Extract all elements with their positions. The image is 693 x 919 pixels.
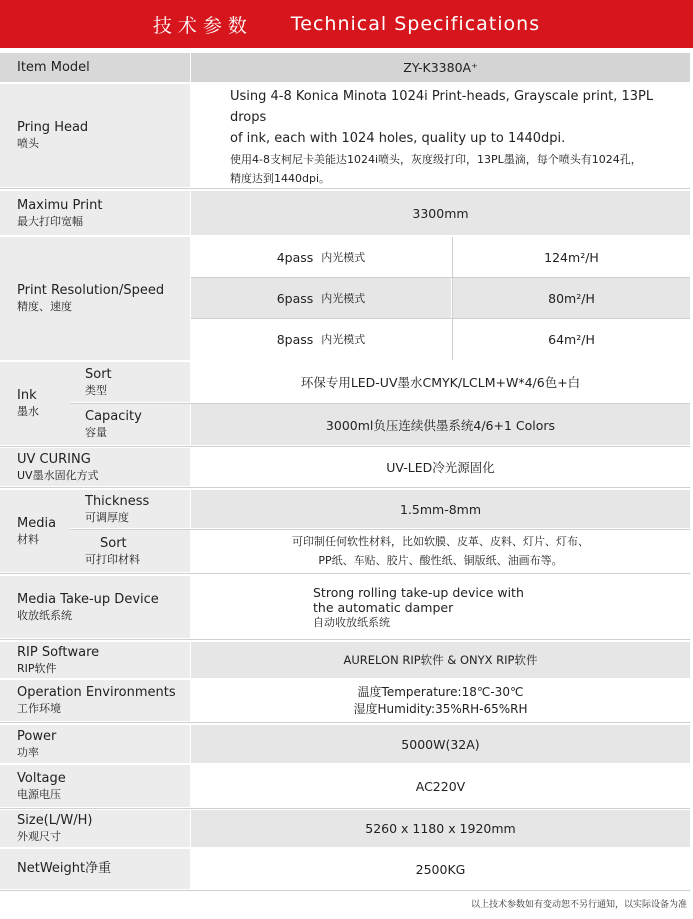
title-cn: 技术参数	[152, 14, 253, 37]
value-voltage: AC220V	[191, 765, 690, 807]
label-cn: 可调厚度	[85, 510, 129, 524]
label-cn: 喷头	[17, 137, 39, 150]
label-en: Maximu Print	[17, 197, 103, 213]
value-line: 湿度Humidity:35%RH-65%RH	[353, 701, 528, 716]
value-line: Strong rolling take-up device with	[313, 584, 524, 600]
value-line: of ink, each with 1024 holes, quality up to 1440dpi.	[230, 130, 566, 146]
label-item-model: Item Model	[0, 53, 190, 82]
label-voltage	[0, 765, 190, 807]
divider	[0, 573, 690, 574]
label-en: Power	[17, 728, 57, 744]
label-print-head	[0, 84, 190, 187]
label-cn: 容量	[85, 426, 107, 439]
col-divider	[452, 237, 453, 360]
label-max-print	[0, 191, 190, 235]
label-environment	[0, 680, 190, 721]
value-print-head	[191, 84, 690, 187]
row-uv-curing	[0, 448, 690, 486]
divider	[0, 890, 690, 891]
speed-4pass: 124m²/H	[453, 237, 690, 277]
row-rip	[0, 642, 690, 678]
row-ink	[0, 362, 690, 445]
value-max-print: 3300mm	[191, 191, 690, 235]
row-voltage	[0, 765, 690, 807]
label-cn: RIP软件	[17, 661, 57, 675]
row-takeup	[0, 576, 690, 638]
label-cn: 电源电压	[17, 787, 61, 801]
pass-label: 4pass	[276, 249, 314, 265]
label-weight: NetWeight净重	[0, 849, 190, 889]
value-ink-capacity: 3000ml负压连续供墨系统4/6+1 Colors	[191, 404, 690, 445]
label-ink	[0, 362, 70, 445]
label-media-thickness	[70, 490, 190, 528]
value-media-sort	[191, 530, 690, 572]
label-en: RIP Software	[17, 644, 100, 660]
label-cn: 功率	[17, 745, 39, 759]
footer-note: 以上技术参数如有变动恕不另行通知，以实际设备为准	[470, 900, 687, 910]
label-en: Pring Head	[17, 120, 89, 135]
speed-8pass: 64m²/H	[453, 319, 690, 360]
label-en: Sort	[100, 535, 127, 551]
mode-4pass	[191, 237, 451, 277]
label-cn: UV墨水固化方式	[17, 468, 99, 482]
header-banner	[0, 0, 693, 48]
value-ink-sort: 环保专用LED-UV墨水CMYK/LCLM+W*4/6色+白	[191, 362, 690, 402]
value-takeup	[191, 576, 690, 638]
label-cn: 最大打印宽幅	[17, 214, 83, 228]
row-max-print	[0, 191, 690, 235]
label-en: Size(L/W/H)	[17, 813, 93, 828]
value-line: 使用4-8支柯尼卡美能达1024i喷头，灰度级打印，13PL墨滴，每个喷头有1024孔，	[230, 152, 642, 166]
label-media-sort	[70, 530, 190, 572]
row-environment	[0, 680, 690, 721]
value-line: Using 4-8 Konica Minota 1024i Print-heads, Grayscale print, 13PL drops	[230, 88, 654, 125]
label-en: Operation Environments	[17, 685, 176, 700]
divider	[0, 446, 690, 447]
divider	[0, 487, 690, 488]
label-en: Print Resolution/Speed	[17, 283, 165, 298]
mode-label: 内光模式	[321, 291, 366, 305]
label-cn: 墨水	[17, 405, 39, 418]
label-ink-capacity	[70, 404, 190, 445]
value-uv-curing: UV-LED冷光源固化	[191, 448, 690, 486]
divider	[0, 808, 690, 809]
label-en: UV CURING	[17, 451, 91, 467]
mode-6pass	[191, 278, 451, 318]
label-ink-sort	[70, 362, 190, 402]
label-en: Voltage	[17, 770, 66, 786]
pass-label: 6pass	[276, 290, 314, 306]
value-line: PP纸、车贴、胶片、酸性纸、铜版纸、油画布等。	[318, 554, 563, 567]
value-line: 可印制任何软性材料，比如软膜、皮革、皮料、灯片、灯布、	[292, 535, 589, 548]
divider	[191, 277, 690, 278]
label-uv-curing	[0, 448, 190, 486]
row-power	[0, 725, 690, 763]
mode-label: 内光模式	[321, 333, 366, 346]
label-media	[0, 490, 70, 572]
label-en: Thickness	[85, 493, 150, 509]
label-power	[0, 725, 190, 763]
row-size	[0, 810, 690, 847]
label-takeup	[0, 576, 190, 638]
label-en: Media Take-up Device	[17, 591, 159, 607]
title-en: Technical Specifications	[290, 13, 541, 35]
row-item-model	[0, 53, 690, 82]
divider	[70, 403, 690, 404]
divider	[0, 188, 690, 189]
label-cn: 外观尺寸	[17, 830, 61, 843]
value-line: 精度达到1440dpi。	[230, 171, 331, 185]
label-en: Sort	[85, 366, 112, 382]
label-cn: 精度、速度	[17, 300, 72, 313]
mode-8pass	[191, 319, 451, 360]
value-line: 自动收放纸系统	[313, 615, 390, 629]
label-size	[0, 810, 190, 847]
divider	[70, 529, 690, 530]
label-en: Capacity	[85, 409, 142, 424]
label-rip	[0, 642, 190, 678]
value-size: 5260 x 1180 x 1920mm	[191, 810, 690, 847]
label-en: Media	[17, 515, 57, 531]
mode-label: 内光模式	[321, 250, 366, 264]
value-rip: AURELON RIP软件 & ONYX RIP软件	[191, 642, 690, 678]
value-media-thickness: 1.5mm-8mm	[191, 490, 690, 528]
value-item-model: ZY-K3380A⁺	[191, 53, 690, 82]
divider	[0, 639, 690, 640]
label-cn: 可打印材料	[85, 552, 140, 566]
row-resolution	[0, 237, 690, 360]
label-cn: 材料	[17, 532, 39, 546]
label-resolution	[0, 237, 190, 360]
row-media	[0, 490, 690, 572]
value-power: 5000W(32A)	[191, 725, 690, 763]
label-en: Ink	[17, 388, 37, 403]
pass-label: 8pass	[276, 332, 314, 347]
row-print-head	[0, 84, 690, 187]
value-environment	[191, 680, 690, 721]
speed-6pass: 80m²/H	[453, 278, 690, 318]
value-line: the automatic damper	[313, 599, 454, 615]
divider	[0, 722, 690, 723]
label-cn: 工作环境	[17, 702, 61, 715]
label-cn: 类型	[85, 383, 107, 397]
divider	[191, 318, 690, 319]
label-cn: 收放纸系统	[17, 608, 72, 622]
value-weight: 2500KG	[191, 849, 690, 889]
row-weight	[0, 849, 690, 889]
value-line: 温度Temperature:18℃-30℃	[357, 684, 524, 699]
